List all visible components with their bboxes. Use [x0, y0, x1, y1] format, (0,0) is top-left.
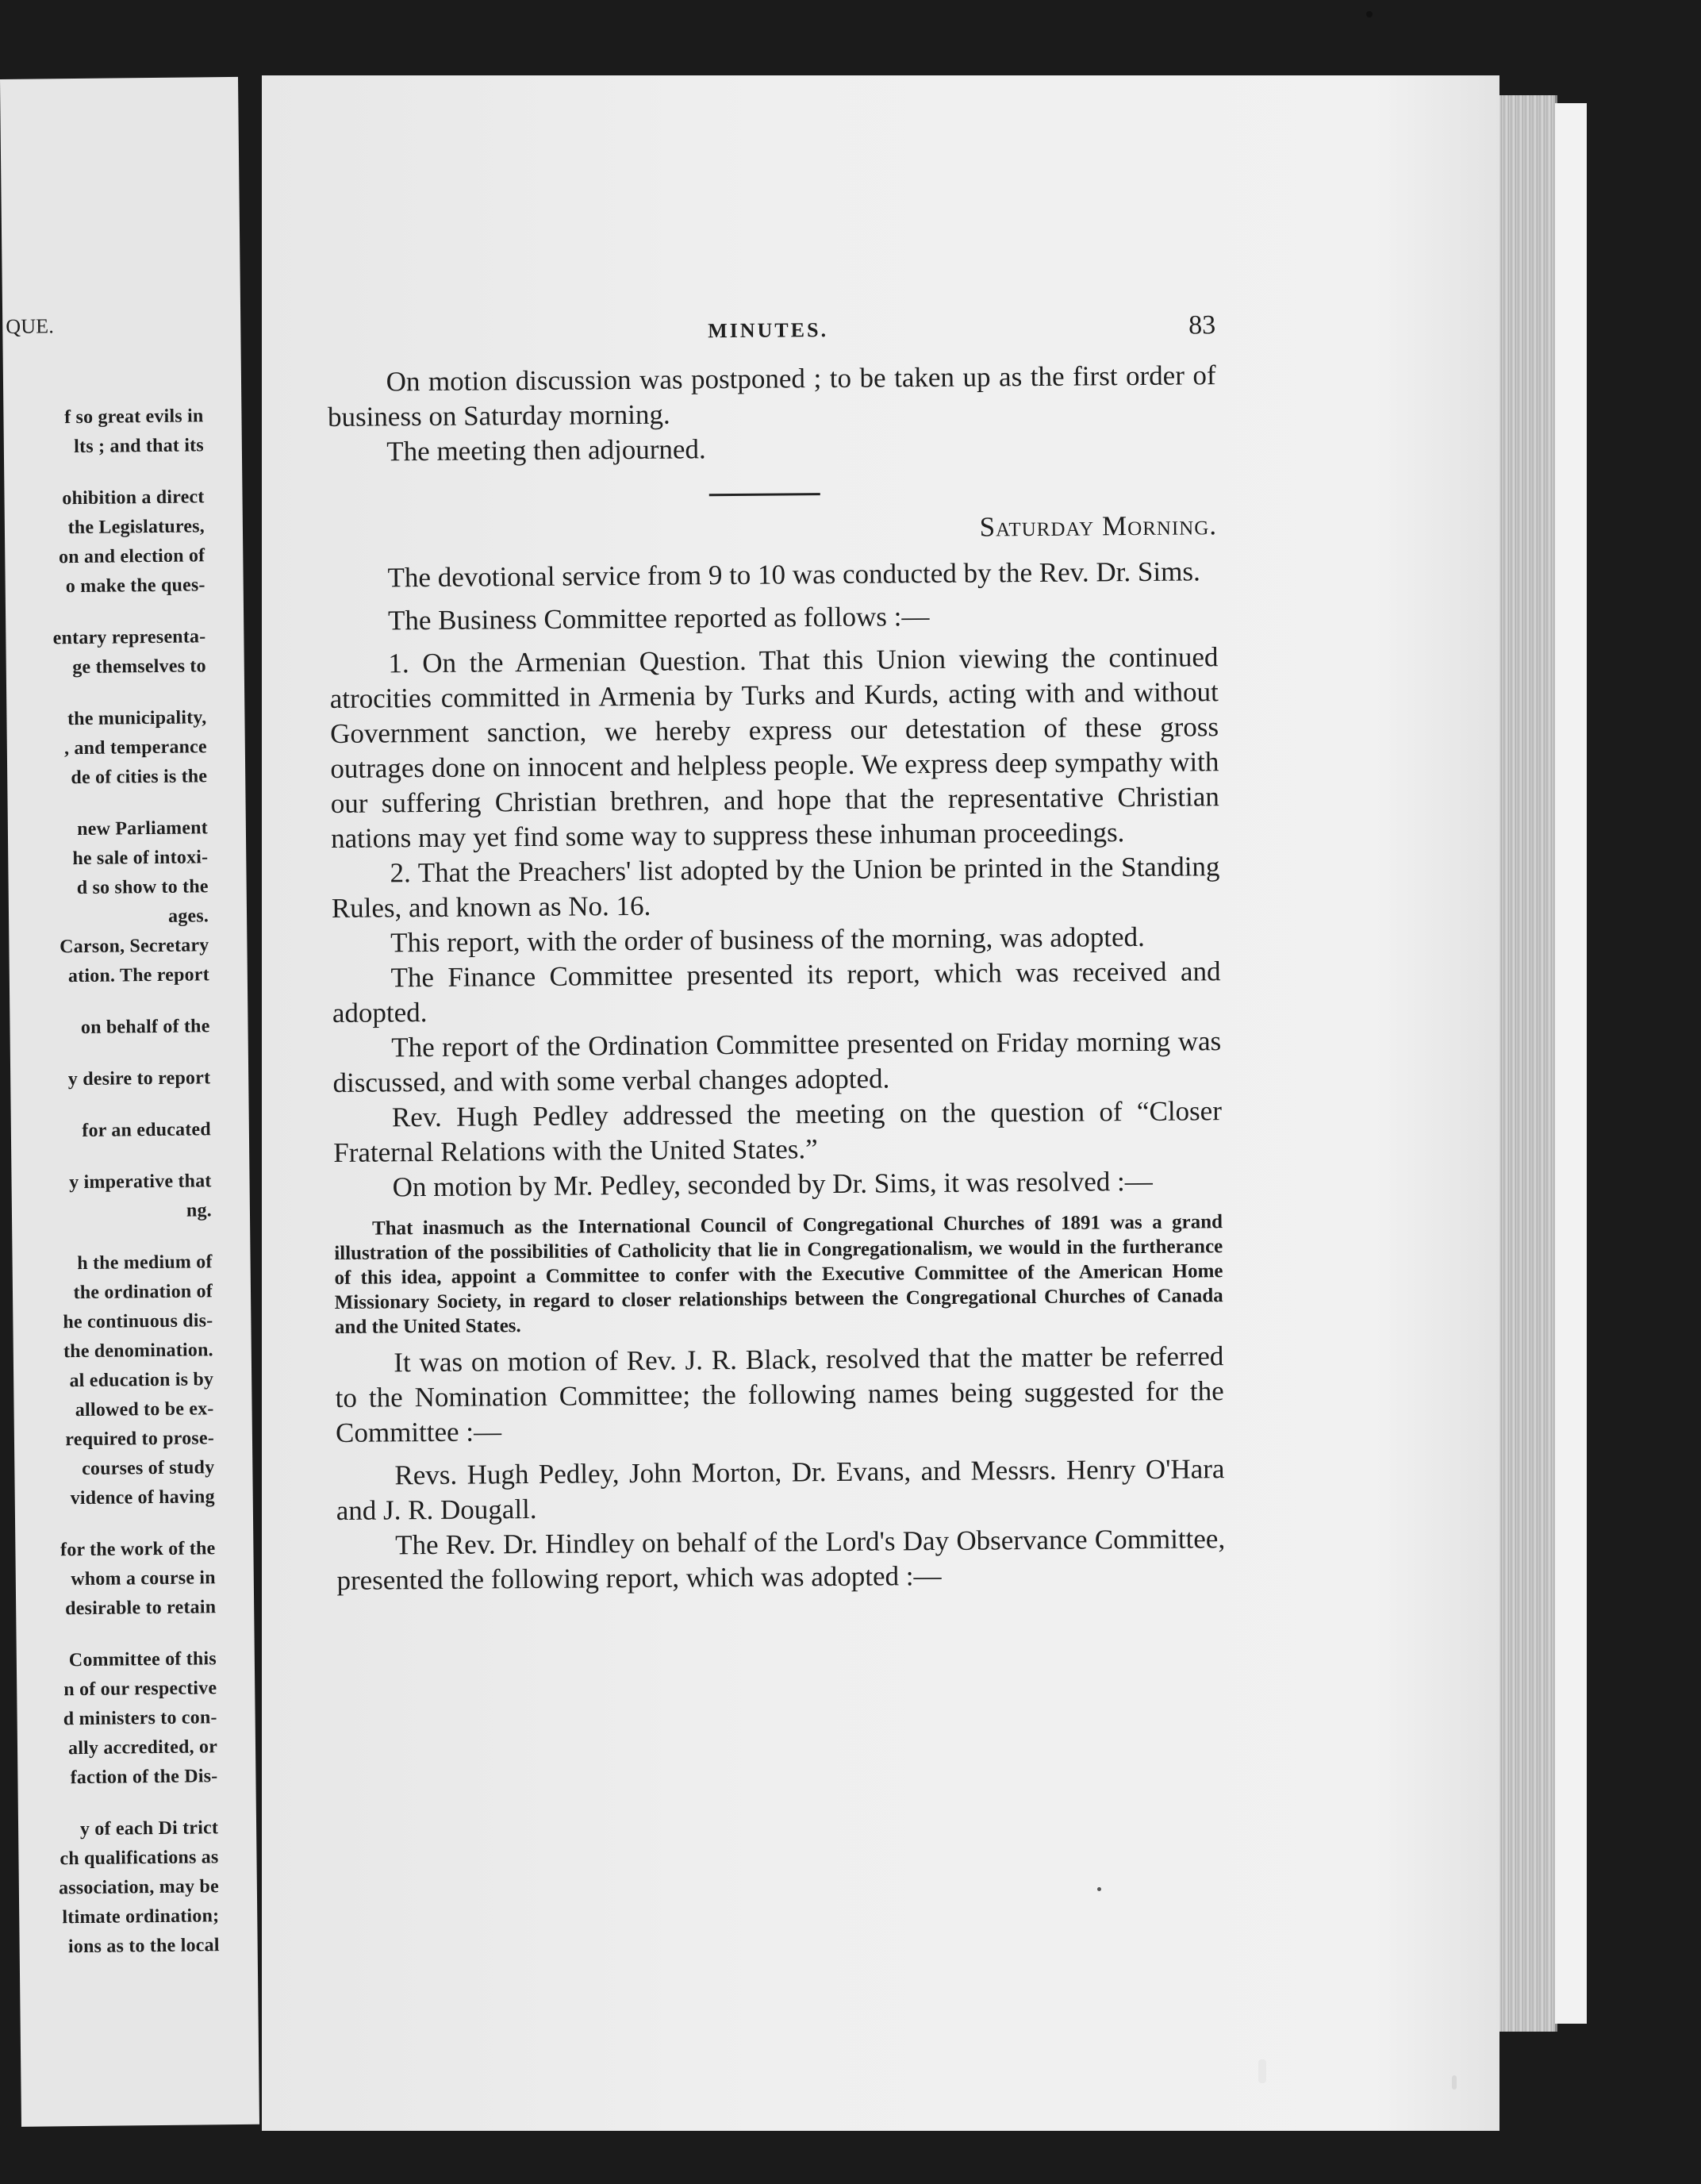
section-rule: [709, 493, 820, 496]
paragraph: It was on motion of Rev. J. R. Black, resolved that the matter be referred to the Nomination Committee; the following names being suggested for the Committee :—: [335, 1340, 1224, 1448]
left-page-line: the Legislatures,: [67, 516, 205, 539]
left-page-line: desirable to retain: [65, 1597, 217, 1620]
film-scratch: [1452, 2075, 1457, 2090]
left-page-line: faction of the Dis-: [70, 1766, 218, 1789]
resolution-text: That inasmuch as the International Council of Congregational Churches of 1891 was a grand illustration of the possibilities of Catholicity that lie in Congregationalism, we would in the furtherance of this idea, appoint a Committee to confer with the Executive Committee of the American Home Missionary Society, in regard to closer relationships between the Congregational Churches of Canada and the United States.: [334, 1211, 1223, 1338]
left-page-line: n of our respective: [63, 1678, 217, 1701]
paragraph: Rev. Hugh Pedley addressed the meeting on the question of “Closer Fraternal Relations with the United States.”: [333, 1095, 1223, 1168]
left-page-line: f so great evils in: [63, 406, 204, 429]
paragraph: The Rev. Dr. Hindley on behalf of the Lord's Day Observance Committee, presented the following report, which was adopted :—: [336, 1523, 1226, 1596]
left-page-line: ltimate ordination;: [62, 1905, 220, 1928]
left-page-line: de of cities is the: [71, 766, 208, 789]
left-page-line: the ordination of: [73, 1281, 213, 1304]
left-page-line: o make the ques-: [65, 575, 205, 598]
left-page-line: association, may be: [58, 1876, 219, 1899]
left-page-line: the denomination.: [63, 1340, 213, 1363]
paragraph: The Finance Committee presented its report, which was received and adopted.: [332, 956, 1221, 1029]
film-scratch: [1258, 2059, 1266, 2083]
left-page-line: on and election of: [58, 545, 205, 568]
page-number: 83: [1188, 310, 1216, 340]
paragraph: On motion by Mr. Pedley, seconded by Dr. Sims, it was resolved :—: [392, 1165, 1153, 1203]
left-page-line: allowed to be ex-: [75, 1398, 214, 1421]
left-page-line: Carson, Secretary: [60, 935, 209, 958]
running-head: [327, 310, 1215, 365]
right-page-text: [327, 310, 1226, 1598]
left-page-line: on behalf of the: [80, 1016, 210, 1038]
left-page-line: for an educated: [82, 1119, 212, 1141]
left-page-line: Committee of this: [68, 1648, 217, 1671]
left-page: [0, 77, 259, 2127]
left-page-line: required to prose-: [65, 1428, 215, 1451]
left-page-line: ge themselves to: [72, 656, 206, 679]
film-speck: [1366, 11, 1373, 17]
left-page-line: d so show to the: [76, 876, 209, 899]
left-page-header: QUE.: [6, 314, 55, 338]
running-title: MINUTES.: [708, 318, 829, 343]
left-page-line: y of each Di trict: [79, 1817, 219, 1840]
left-page-line: courses of study: [81, 1457, 215, 1480]
paragraph: The meeting then adjourned.: [386, 433, 706, 467]
paragraph: This report, with the order of business of the morning, was adopted.: [390, 921, 1145, 959]
left-page-line: he sale of intoxi-: [72, 847, 209, 870]
left-page-text: [0, 77, 238, 1958]
left-page-line: ation. The report: [67, 964, 209, 987]
left-page-line: for the work of the: [60, 1538, 216, 1561]
page-edge-highlight: [1555, 103, 1587, 2024]
film-speck: [1097, 1887, 1101, 1891]
left-page-line: , and temperance: [63, 736, 207, 759]
left-page-line: d ministers to con-: [63, 1707, 217, 1730]
left-page-line: ions as to the local: [67, 1935, 220, 1958]
left-page-line: new Parliament: [76, 817, 209, 840]
left-page-line: lts ; and that its: [74, 435, 204, 458]
paragraph: On motion discussion was postponed ; to be taken up as the first order of business on Saturday morning.: [327, 360, 1216, 433]
left-page-line: ch qualifications as: [60, 1847, 219, 1870]
section-heading: Saturday Morning.: [979, 509, 1218, 543]
left-page-line: al education is by: [69, 1369, 214, 1392]
paragraph: Revs. Hugh Pedley, John Morton, Dr. Evans, and Messrs. Henry O'Hara and J. R. Dougall.: [336, 1453, 1225, 1526]
left-page-line: ohibition a direct: [62, 486, 205, 509]
left-page-line: the municipality,: [67, 707, 207, 730]
left-page-line: y imperative that: [69, 1171, 212, 1194]
paragraph: 2. That the Preachers' list adopted by the Union be printed in the Standing Rules, and known as No. 16.: [331, 851, 1220, 924]
paragraph: The devotional service from 9 to 10 was conducted by the Rev. Dr. Sims.: [387, 556, 1200, 594]
left-page-line: ally accredited, or: [67, 1736, 218, 1759]
left-page-line: y desire to report: [67, 1067, 211, 1090]
left-page-line: h the medium of: [77, 1252, 213, 1275]
left-page-line: entary representa-: [52, 626, 206, 649]
paragraph: The report of the Ordination Committee presented on Friday morning was discussed, and with some verbal changes adopted.: [332, 1025, 1222, 1098]
left-page-line: he continuous dis-: [63, 1310, 213, 1333]
left-page-line: vidence of having: [70, 1486, 215, 1509]
left-page-line: ages.: [167, 906, 209, 927]
left-page-line: whom a course in: [71, 1567, 216, 1590]
paragraph: The Business Committee reported as follows :—: [387, 601, 930, 636]
left-page-line: ng.: [186, 1200, 213, 1221]
paragraph: 1. On the Armenian Question. That this Union viewing the continued atrocities committed in Armenia by Turks and Kurds, acting with and without Government sanction, we hereby express our detestation of these gross outrages done on innocent and helpless people. We express deep sympathy with our suffering Christian brethren, and hope that the representative Christian nations may yet find some way to suppress these inhuman proceedings.: [329, 641, 1219, 854]
